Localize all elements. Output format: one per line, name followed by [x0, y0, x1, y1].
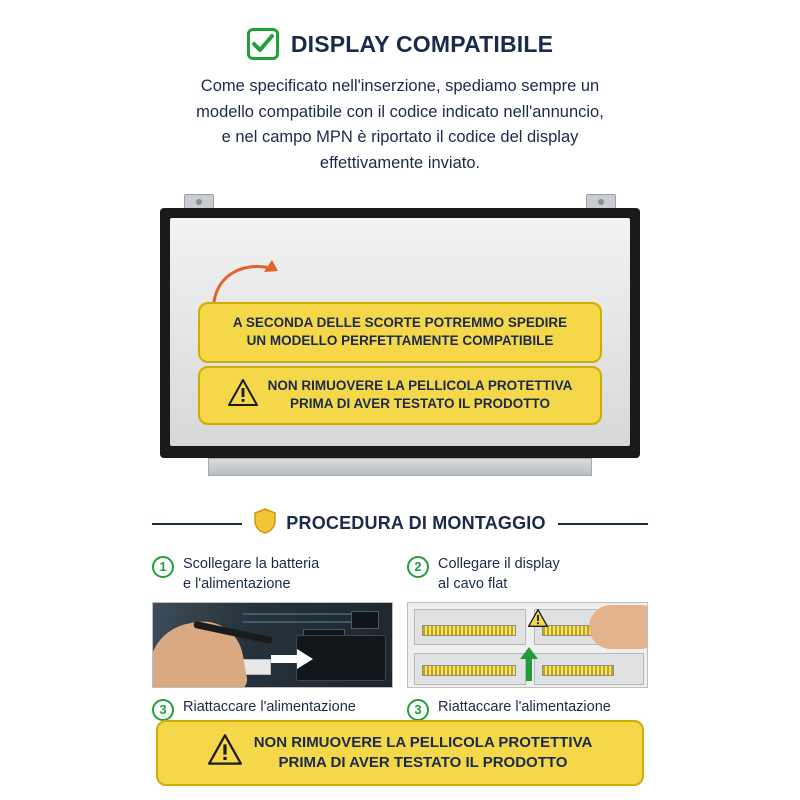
intro-line-4: effettivamente inviato.: [319, 153, 481, 172]
step-2-number: 2: [407, 556, 429, 578]
step-3-left-line-1: Riattaccare l'alimentazione: [183, 699, 356, 716]
shield-icon: [254, 508, 276, 539]
callout-stock-line-2: UN MODELLO PERFETTAMENTE COMPATIBILE: [246, 333, 554, 349]
flat-connector: [422, 625, 516, 636]
callout-protective-film: [198, 366, 602, 424]
flat-connector: [542, 665, 614, 676]
white-arrow-icon: [271, 649, 313, 674]
step-3-right-line-1: Riattaccare l'alimentazione: [438, 699, 611, 716]
step-1-line-2: e l'alimentazione: [183, 575, 291, 592]
step-1-line-1: Scollegare la batteria: [183, 556, 320, 573]
procedure-title: PROCEDURA DI MONTAGGIO: [286, 513, 546, 534]
header: [148, 0, 652, 60]
step-2-line-2: al cavo flat: [438, 575, 508, 592]
step-2-line-1: Collegare il display: [438, 556, 560, 573]
step-1: [152, 555, 393, 688]
display-panel-illustration: [148, 194, 652, 494]
procedure-header-inner: [254, 508, 545, 539]
curved-arrow-icon: [210, 256, 280, 306]
panel-bottom-strip: [208, 458, 592, 476]
step-1-header: [152, 555, 393, 594]
pcb-trace: [243, 621, 353, 623]
warning-triangle-icon: [528, 609, 548, 632]
footer-warning-line-1: NON RIMUOVERE LA PELLICOLA PROTETTIVA: [253, 733, 593, 751]
callout-film-line-1: NON RIMUOVERE LA PELLICOLA PROTETTIVA: [267, 378, 573, 394]
intro-paragraph: [154, 74, 646, 176]
divider-left: [152, 523, 242, 525]
step-2: [407, 555, 648, 688]
procedure-header: [148, 508, 652, 539]
warning-triangle-icon: [228, 379, 258, 411]
callout-film-line-2: PRIMA DI AVER TESTATO IL PRODOTTO: [289, 396, 550, 412]
callout-film-text: [268, 377, 573, 413]
step-2-header: [407, 555, 648, 594]
intro-line-3: e nel campo MPN è riportato il codice del display: [221, 128, 579, 147]
check-icon: [247, 28, 279, 60]
motherboard-photo: [152, 602, 393, 688]
step-1-text: [183, 555, 319, 594]
flat-connector: [422, 665, 516, 676]
flat-cable-photo: [407, 602, 648, 688]
footer-warning-line-2: PRIMA DI AVER TESTATO IL PRODOTTO: [278, 753, 568, 771]
intro-line-2: modello compatibile con il codice indicato nell'annuncio,: [196, 102, 604, 121]
pcb-chip: [351, 611, 379, 629]
divider-right: [558, 523, 648, 525]
callout-stock-line-1: A SECONDA DELLE SCORTE POTREMMO SPEDIRE: [232, 315, 568, 331]
page-title: DISPLAY COMPATIBILE: [290, 30, 554, 57]
footer-warning-text: [254, 733, 593, 774]
callout-stock: [198, 302, 602, 362]
footer-warning-banner: [156, 720, 644, 787]
step-3-left-number: 3: [152, 699, 174, 721]
steps-row-top: [148, 555, 652, 688]
content-column: [148, 0, 652, 800]
intro-line-1: Come specificato nell'inserzione, spediamo sempre un: [200, 77, 600, 95]
step-2-text: [438, 555, 560, 594]
hand: [589, 605, 648, 649]
step-1-number: 1: [152, 556, 174, 578]
green-up-arrow-icon: [520, 647, 538, 686]
warning-triangle-icon: [208, 734, 242, 771]
step-3-right-number: 3: [407, 699, 429, 721]
